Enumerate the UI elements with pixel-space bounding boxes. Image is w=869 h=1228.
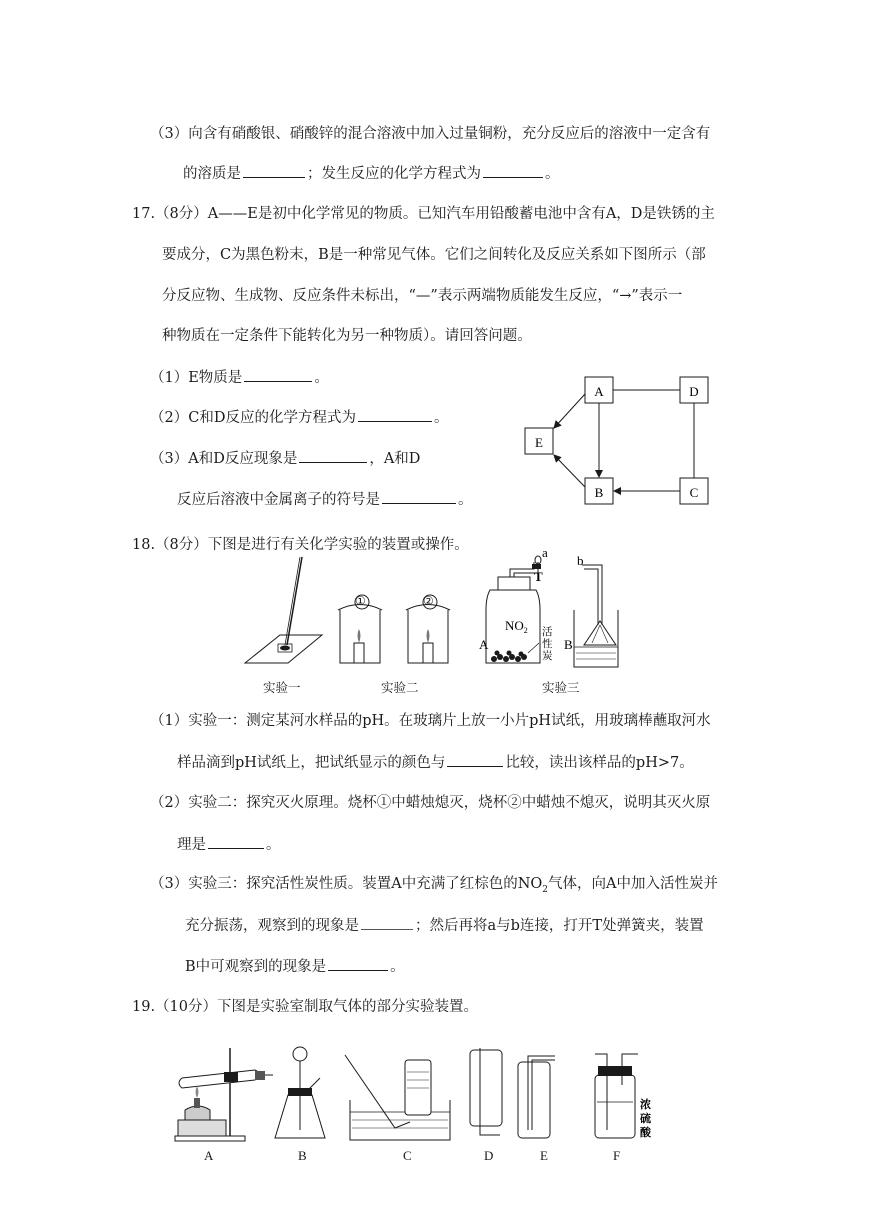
answer-blank[interactable]	[299, 448, 367, 463]
acid-label	[640, 1097, 652, 1139]
q17-text: （1）E物质是	[150, 370, 243, 386]
q18-text: 理是	[177, 837, 206, 853]
caption-experiment3: 实验三	[542, 680, 580, 695]
svg-text:酸: 酸	[640, 1126, 651, 1139]
q17-line3: 分反应物、生成物、反应条件未标出，“—”表示两端物质能发生反应，“→”表示一	[162, 288, 683, 304]
experiment2-beaker1	[338, 605, 382, 664]
q17-sub1	[150, 367, 329, 388]
q18-sub2-line2	[177, 834, 281, 855]
q17-sub3	[150, 448, 420, 469]
q18-text: （3）实验三：探究活性炭性质。装置A中充满了红棕色的NO	[150, 876, 543, 892]
label-apparatus-E: E	[540, 1148, 548, 1163]
answer-blank[interactable]	[208, 834, 264, 849]
q18-experiment-figure	[240, 545, 620, 695]
apparatus-D	[470, 1048, 502, 1135]
svg-text:浓: 浓	[640, 1098, 651, 1111]
q16-part3-line1: （3）向含有硝酸银、硝酸锌的混合溶液中加入过量铜粉，充分反应后的溶液中一定含有	[150, 126, 711, 142]
label-A: A	[594, 384, 604, 399]
q19-head: 19.（10分）下图是实验室制取气体的部分实验装置。	[132, 999, 479, 1015]
apparatus-A	[175, 1048, 273, 1141]
q17-line4: 种物质在一定条件下能转化为另一种物质）。请回答问题。	[162, 328, 532, 344]
caption-experiment2: 实验二	[381, 680, 419, 695]
q17-text: 反应后溶液中金属离子的符号是	[177, 492, 380, 508]
beaker2-number: ②	[423, 594, 434, 608]
label-apparatus-B: B	[298, 1148, 307, 1163]
q18-sub1-line2	[177, 752, 694, 773]
svg-text:炭: 炭	[542, 650, 553, 662]
label-a: a	[542, 545, 548, 560]
label-apparatus-C: C	[403, 1148, 412, 1163]
label-apparatus-A: A	[204, 1148, 214, 1163]
label-apparatus-F: F	[613, 1148, 621, 1163]
apparatus-C	[345, 1055, 450, 1140]
q18-subscript: 2	[542, 884, 549, 895]
q18-sub3-line3	[185, 956, 405, 977]
label-beaker-B: B	[564, 637, 573, 652]
label-jar-A: A	[479, 637, 489, 652]
q17-text: 。	[458, 492, 473, 508]
svg-text:性: 性	[542, 638, 553, 650]
q17-sub3-cont	[177, 489, 473, 510]
label-C: C	[689, 485, 699, 500]
q16-text: 的溶质是	[183, 166, 241, 182]
answer-blank[interactable]	[483, 163, 543, 178]
q16-part3-line2	[183, 163, 560, 184]
caption-experiment1: 实验一	[263, 680, 301, 695]
q17-sub2	[150, 407, 448, 428]
arrow-A-E	[554, 394, 585, 428]
answer-blank[interactable]	[358, 407, 432, 422]
q17-text: （2）C和D反应的化学方程式为	[150, 410, 356, 426]
answer-blank[interactable]	[328, 956, 388, 971]
answer-blank[interactable]	[382, 489, 456, 504]
arrow-B-E	[554, 455, 585, 487]
q17-text: 。	[433, 410, 449, 426]
label-apparatus-D: D	[484, 1148, 494, 1163]
experiment3-beaker-B	[574, 565, 618, 667]
q17-text: 。	[314, 370, 329, 386]
q16-text: ；发生反应的化学方程式为	[307, 166, 481, 182]
label-E: E	[535, 435, 543, 450]
answer-blank[interactable]	[447, 752, 503, 767]
label-D: D	[689, 384, 699, 399]
label-b: b	[577, 553, 584, 568]
q18-sub1-line1: （1）实验一：测定某河水样品的pH。在玻璃片上放一小片pH试纸，用玻璃棒蘸取河水	[150, 713, 711, 729]
q16-text: 。	[545, 166, 560, 182]
q17-line2: 要成分，C为黑色粉末，B是一种常见气体。它们之间转化及反应关系如下图所示（部	[162, 247, 706, 263]
q18-text: 。	[266, 837, 281, 853]
answer-blank[interactable]	[244, 367, 312, 382]
q17-text: ，A和D	[369, 451, 421, 467]
q18-text: 样品滴到pH试纸上，把试纸显示的颜色与	[177, 755, 446, 771]
q18-sub3-line1	[150, 874, 718, 900]
svg-text:活: 活	[542, 626, 553, 638]
svg-text:硫: 硫	[640, 1112, 651, 1125]
label-B: B	[594, 485, 604, 500]
q18-text: ；然后再将a与b连接，打开T处弹簧夹，装置	[415, 918, 704, 934]
label-T: T	[534, 569, 543, 584]
q18-text: 充分振荡，观察到的现象是	[185, 918, 359, 934]
q17-line1: 17.（8分）A——E是初中化学常见的物质。已知汽车用铅酸蓄电池中含有A，D是铁锈的主	[132, 206, 715, 222]
apparatus-E	[518, 1056, 555, 1138]
q18-text: 。	[390, 959, 405, 975]
experiment3-jar-A	[486, 556, 541, 663]
beaker1-number: ①	[355, 594, 366, 608]
q18-text: 比较，读出该样品的pH>7。	[505, 755, 694, 771]
carbon-label	[542, 626, 553, 662]
experiment1-glass-plate	[245, 557, 322, 663]
q18-sub2-line1: （2）实验二：探究灭火原理。烧杯①中蜡烛熄灭，烧杯②中蜡烛不熄灭，说明其灭火原	[150, 795, 711, 811]
no2-label: $NO_2$	[505, 618, 528, 635]
q17-relationship-diagram	[515, 370, 725, 515]
experiment2-beaker2	[406, 605, 450, 664]
answer-blank[interactable]	[361, 915, 413, 930]
q17-text: （3）A和D反应现象是	[150, 451, 298, 467]
q18-text: B中可观察到的现象是	[185, 959, 327, 975]
apparatus-B	[275, 1047, 325, 1138]
apparatus-F	[595, 1054, 638, 1138]
q18-sub3-line2	[185, 915, 704, 936]
q18-head: 18.（8分）下图是进行有关化学实验的装置或操作。	[132, 537, 469, 553]
q18-text: 气体，向A中加入活性炭并	[548, 876, 718, 892]
q19-apparatus-figure	[170, 1040, 670, 1150]
answer-blank[interactable]	[243, 163, 305, 178]
